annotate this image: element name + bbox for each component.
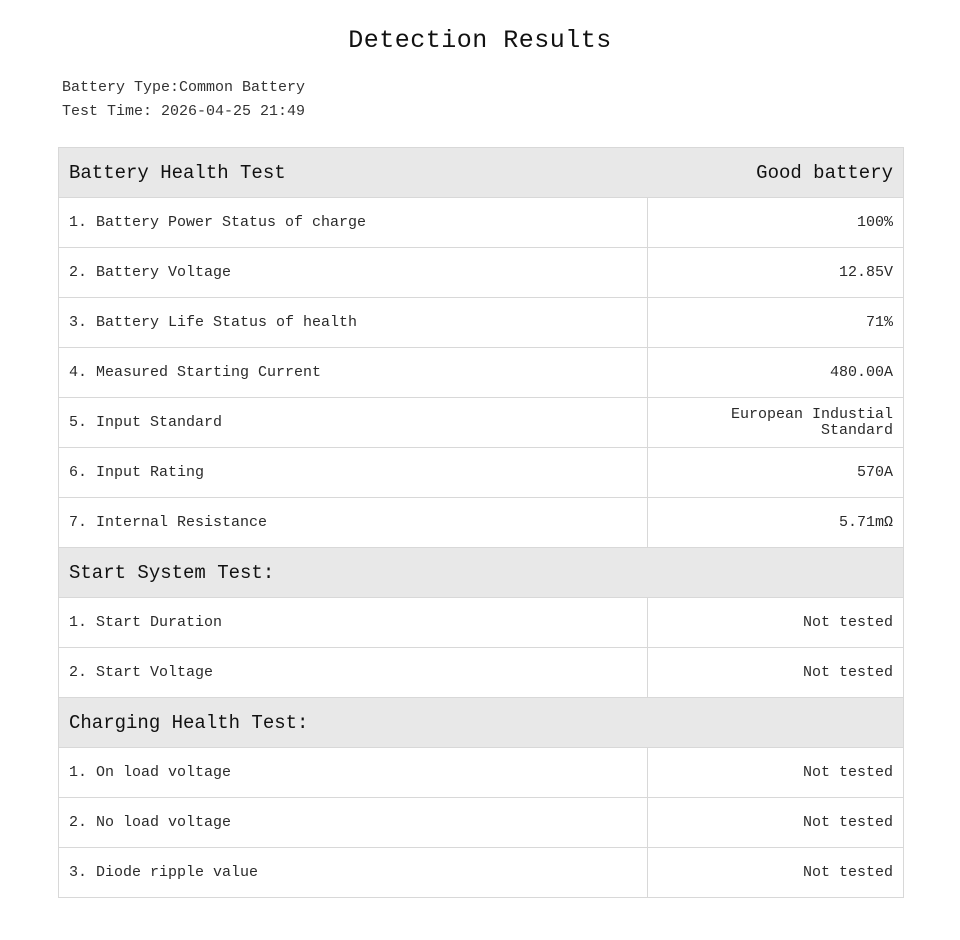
row-label: 4. Measured Starting Current	[59, 348, 648, 397]
test-time: Test Time: 2026-04-25 21:49	[62, 103, 306, 120]
table-row	[59, 198, 903, 248]
section-header-battery-health	[59, 148, 903, 198]
section-header-charging-health	[59, 698, 903, 748]
row-value: European Industial Standard	[730, 405, 893, 439]
row-value: 12.85V	[838, 263, 893, 281]
row-label: 6. Input Rating	[59, 448, 648, 497]
row-label: 2. Battery Voltage	[59, 248, 648, 297]
row-label: 1. On load voltage	[59, 748, 648, 797]
table-row	[59, 798, 903, 848]
row-value: 71%	[865, 313, 893, 331]
test-meta	[62, 76, 305, 124]
row-value: 100%	[856, 213, 893, 231]
row-label: 3. Battery Life Status of health	[59, 298, 648, 347]
row-value: Not tested	[802, 763, 893, 781]
table-row	[59, 748, 903, 798]
table-row	[59, 848, 903, 898]
section-header-start-system	[59, 548, 903, 598]
page-title: Detection Results	[348, 26, 612, 55]
table-row	[59, 298, 903, 348]
table-row	[59, 448, 903, 498]
table-row	[59, 248, 903, 298]
table-row	[59, 498, 903, 548]
battery-health-result: Good battery	[756, 161, 893, 184]
row-label: 1. Start Duration	[59, 598, 648, 647]
row-value: 570A	[856, 463, 893, 481]
table-row	[59, 348, 903, 398]
row-value: Not tested	[802, 863, 893, 881]
battery-type: Battery Type:Common Battery	[62, 79, 306, 96]
row-label: 1. Battery Power Status of charge	[59, 198, 648, 247]
row-label: 2. No load voltage	[59, 798, 648, 847]
row-value: Not tested	[802, 663, 893, 681]
section-title: Charging Health Test:	[69, 711, 309, 734]
results-table	[58, 147, 904, 898]
section-title: Start System Test:	[69, 561, 275, 584]
row-value: 5.71mΩ	[838, 513, 893, 531]
row-label: 2. Start Voltage	[59, 648, 648, 697]
table-row	[59, 398, 903, 448]
table-row	[59, 648, 903, 698]
row-label: 7. Internal Resistance	[59, 498, 648, 547]
row-value: 480.00A	[829, 363, 893, 381]
row-value: Not tested	[802, 813, 893, 831]
row-value: Not tested	[802, 613, 893, 631]
row-label: 5. Input Standard	[59, 398, 648, 447]
table-row	[59, 598, 903, 648]
row-label: 3. Diode ripple value	[59, 848, 648, 897]
section-title: Battery Health Test	[69, 161, 286, 184]
